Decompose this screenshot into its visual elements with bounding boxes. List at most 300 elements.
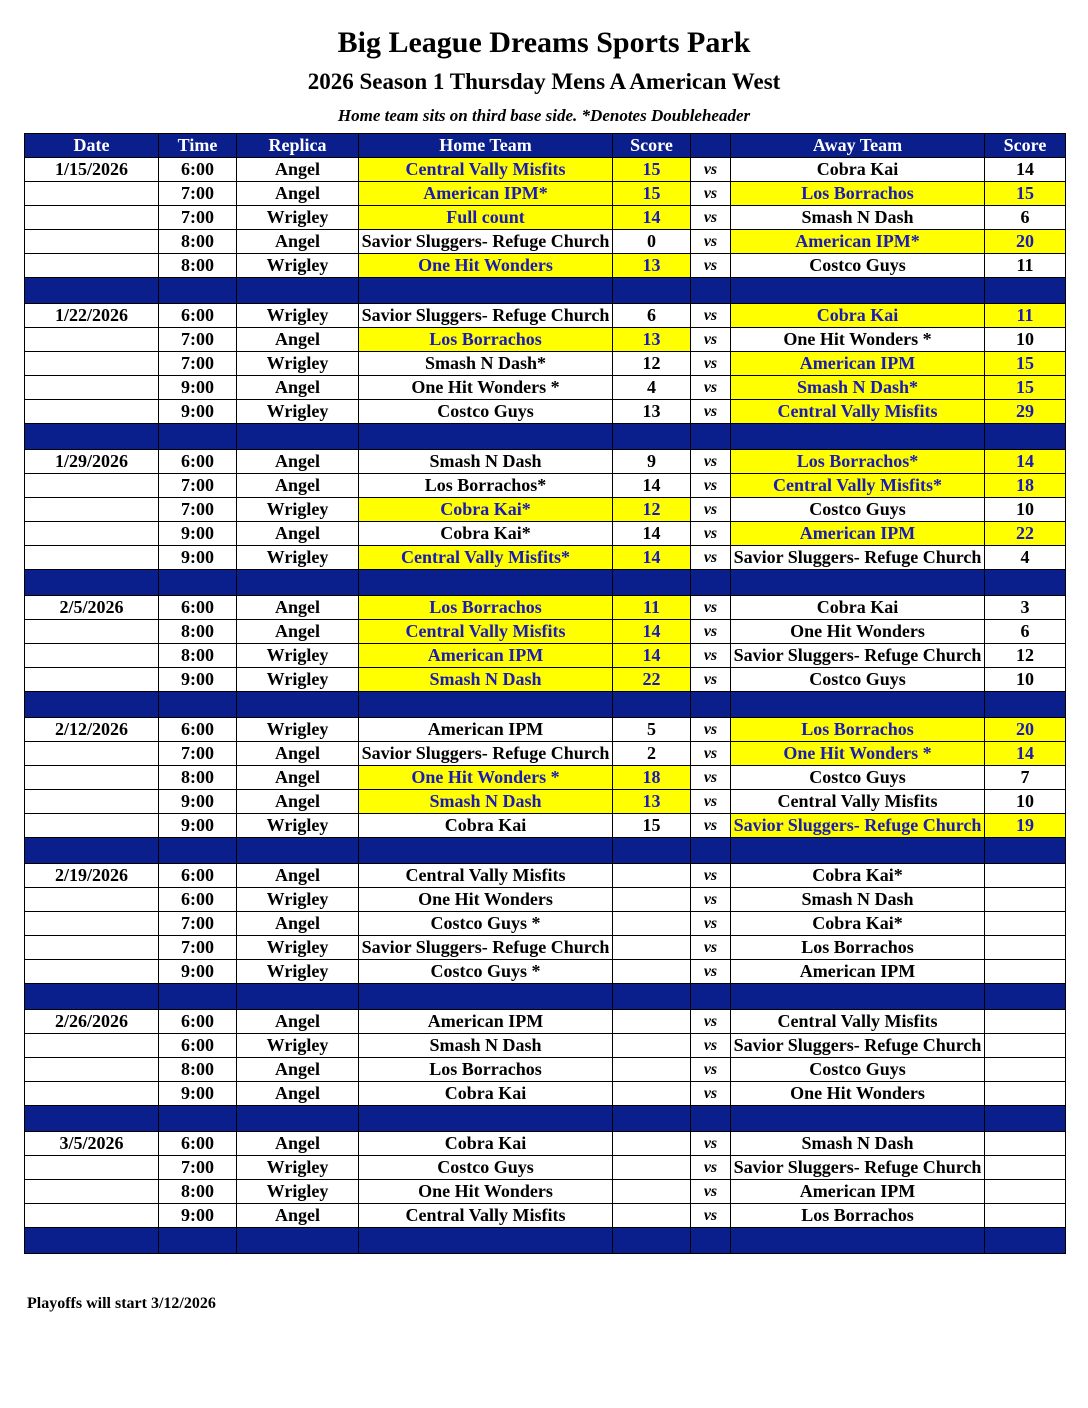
home-score-cell: 2 xyxy=(613,742,691,766)
table-row xyxy=(25,230,1066,254)
replica-cell: Wrigley xyxy=(237,936,359,960)
time-cell: 8:00 xyxy=(159,644,237,668)
playoffs-note: Playoffs will start 3/12/2026 xyxy=(27,1295,216,1312)
vs-cell: vs xyxy=(691,450,731,474)
time-cell: 7:00 xyxy=(159,474,237,498)
table-row xyxy=(25,328,1066,352)
away-score-cell: 7 xyxy=(985,766,1066,790)
separator-cell xyxy=(359,278,613,304)
date-cell xyxy=(25,742,159,766)
vs-cell: vs xyxy=(691,182,731,206)
separator-cell xyxy=(159,570,237,596)
replica-cell: Angel xyxy=(237,450,359,474)
home-team-cell: One Hit Wonders xyxy=(359,1180,613,1204)
table-row xyxy=(25,182,1066,206)
table-row xyxy=(25,158,1066,182)
home-score-cell: 12 xyxy=(613,498,691,522)
away-score-cell: 14 xyxy=(985,158,1066,182)
table-row xyxy=(25,1132,1066,1156)
date-cell xyxy=(25,1180,159,1204)
separator-cell xyxy=(25,838,159,864)
table-row xyxy=(25,1010,1066,1034)
replica-cell: Wrigley xyxy=(237,304,359,328)
time-cell: 9:00 xyxy=(159,1082,237,1106)
away-team-cell: Savior Sluggers- Refuge Church xyxy=(731,1034,985,1058)
home-score-cell: 18 xyxy=(613,766,691,790)
date-cell xyxy=(25,888,159,912)
away-team-cell: Smash N Dash xyxy=(731,206,985,230)
home-team-cell: One Hit Wonders xyxy=(359,888,613,912)
week-separator-row xyxy=(25,984,1066,1010)
column-header: Score xyxy=(613,134,691,158)
separator-cell xyxy=(159,424,237,450)
table-row xyxy=(25,450,1066,474)
replica-cell: Angel xyxy=(237,864,359,888)
time-cell: 8:00 xyxy=(159,766,237,790)
home-score-cell: 12 xyxy=(613,352,691,376)
vs-cell: vs xyxy=(691,546,731,570)
home-score-cell xyxy=(613,1132,691,1156)
vs-cell: vs xyxy=(691,936,731,960)
time-cell: 7:00 xyxy=(159,328,237,352)
time-cell: 7:00 xyxy=(159,498,237,522)
separator-cell xyxy=(237,1106,359,1132)
away-score-cell: 10 xyxy=(985,328,1066,352)
time-cell: 6:00 xyxy=(159,718,237,742)
vs-cell: vs xyxy=(691,790,731,814)
vs-cell: vs xyxy=(691,766,731,790)
replica-cell: Angel xyxy=(237,158,359,182)
separator-cell xyxy=(359,1106,613,1132)
time-cell: 7:00 xyxy=(159,912,237,936)
replica-cell: Angel xyxy=(237,596,359,620)
time-cell: 6:00 xyxy=(159,158,237,182)
home-score-cell: 15 xyxy=(613,182,691,206)
table-row xyxy=(25,522,1066,546)
home-score-cell: 22 xyxy=(613,668,691,692)
separator-cell xyxy=(731,278,985,304)
date-cell xyxy=(25,352,159,376)
separator-cell xyxy=(359,838,613,864)
time-cell: 7:00 xyxy=(159,1156,237,1180)
home-team-cell: Savior Sluggers- Refuge Church xyxy=(359,742,613,766)
separator-cell xyxy=(613,278,691,304)
home-team-cell: Smash N Dash* xyxy=(359,352,613,376)
home-score-cell xyxy=(613,1180,691,1204)
away-team-cell: Costco Guys xyxy=(731,668,985,692)
vs-cell: vs xyxy=(691,328,731,352)
separator-cell xyxy=(691,838,731,864)
away-score-cell: 14 xyxy=(985,450,1066,474)
time-cell: 6:00 xyxy=(159,450,237,474)
away-team-cell: American IPM xyxy=(731,352,985,376)
date-cell xyxy=(25,668,159,692)
separator-cell xyxy=(613,1106,691,1132)
separator-cell xyxy=(237,278,359,304)
time-cell: 8:00 xyxy=(159,1180,237,1204)
vs-cell: vs xyxy=(691,498,731,522)
home-score-cell: 15 xyxy=(613,158,691,182)
home-score-cell xyxy=(613,936,691,960)
vs-cell: vs xyxy=(691,230,731,254)
separator-cell xyxy=(159,278,237,304)
vs-cell: vs xyxy=(691,596,731,620)
away-score-cell xyxy=(985,1010,1066,1034)
home-team-cell: Cobra Kai xyxy=(359,1082,613,1106)
vs-cell: vs xyxy=(691,1156,731,1180)
date-cell xyxy=(25,182,159,206)
separator-cell xyxy=(159,1228,237,1254)
time-cell: 6:00 xyxy=(159,1010,237,1034)
away-team-cell: Cobra Kai xyxy=(731,304,985,328)
date-cell xyxy=(25,766,159,790)
home-score-cell: 14 xyxy=(613,620,691,644)
table-row xyxy=(25,620,1066,644)
replica-cell: Wrigley xyxy=(237,1034,359,1058)
vs-cell: vs xyxy=(691,620,731,644)
date-cell: 1/29/2026 xyxy=(25,450,159,474)
home-team-cell: Cobra Kai* xyxy=(359,498,613,522)
vs-cell: vs xyxy=(691,254,731,278)
home-score-cell: 13 xyxy=(613,790,691,814)
away-score-cell: 12 xyxy=(985,644,1066,668)
away-score-cell: 10 xyxy=(985,790,1066,814)
vs-cell: vs xyxy=(691,158,731,182)
home-team-cell: Los Borrachos xyxy=(359,328,613,352)
replica-cell: Wrigley xyxy=(237,1156,359,1180)
time-cell: 8:00 xyxy=(159,254,237,278)
column-header: Away Team xyxy=(731,134,985,158)
separator-cell xyxy=(25,1106,159,1132)
table-row xyxy=(25,864,1066,888)
away-team-cell: Cobra Kai* xyxy=(731,912,985,936)
home-team-cell: Central Vally Misfits* xyxy=(359,546,613,570)
date-cell xyxy=(25,230,159,254)
vs-cell: vs xyxy=(691,718,731,742)
table-row xyxy=(25,814,1066,838)
away-team-cell: Smash N Dash xyxy=(731,888,985,912)
table-row xyxy=(25,888,1066,912)
table-row xyxy=(25,376,1066,400)
home-team-cell: Central Vally Misfits xyxy=(359,620,613,644)
date-cell xyxy=(25,814,159,838)
home-team-cell: One Hit Wonders * xyxy=(359,376,613,400)
time-cell: 9:00 xyxy=(159,790,237,814)
away-team-cell: Los Borrachos xyxy=(731,182,985,206)
time-cell: 6:00 xyxy=(159,1034,237,1058)
away-score-cell: 20 xyxy=(985,718,1066,742)
vs-cell: vs xyxy=(691,1058,731,1082)
table-row xyxy=(25,960,1066,984)
time-cell: 8:00 xyxy=(159,620,237,644)
away-score-cell xyxy=(985,1034,1066,1058)
separator-cell xyxy=(613,838,691,864)
away-team-cell: One Hit Wonders * xyxy=(731,328,985,352)
away-score-cell: 20 xyxy=(985,230,1066,254)
separator-cell xyxy=(985,1106,1066,1132)
time-cell: 7:00 xyxy=(159,936,237,960)
table-row xyxy=(25,304,1066,328)
away-score-cell xyxy=(985,912,1066,936)
header-note: Home team sits on third base side. *Denotes Doubleheader xyxy=(337,106,751,125)
date-cell xyxy=(25,912,159,936)
replica-cell: Wrigley xyxy=(237,1180,359,1204)
table-row xyxy=(25,596,1066,620)
replica-cell: Angel xyxy=(237,790,359,814)
time-cell: 9:00 xyxy=(159,546,237,570)
away-team-cell: American IPM xyxy=(731,522,985,546)
separator-cell xyxy=(691,424,731,450)
table-header-row xyxy=(25,134,1066,158)
away-score-cell xyxy=(985,1204,1066,1228)
replica-cell: Angel xyxy=(237,742,359,766)
away-score-cell xyxy=(985,1082,1066,1106)
home-score-cell: 14 xyxy=(613,206,691,230)
replica-cell: Angel xyxy=(237,522,359,546)
separator-cell xyxy=(985,278,1066,304)
away-score-cell xyxy=(985,1058,1066,1082)
separator-cell xyxy=(159,838,237,864)
column-header: Score xyxy=(985,134,1066,158)
separator-cell xyxy=(25,278,159,304)
vs-cell: vs xyxy=(691,522,731,546)
separator-cell xyxy=(691,1228,731,1254)
away-score-cell: 29 xyxy=(985,400,1066,424)
date-cell xyxy=(25,1034,159,1058)
replica-cell: Wrigley xyxy=(237,352,359,376)
away-team-cell: American IPM xyxy=(731,960,985,984)
replica-cell: Wrigley xyxy=(237,546,359,570)
away-team-cell: Cobra Kai* xyxy=(731,864,985,888)
separator-cell xyxy=(237,984,359,1010)
column-header xyxy=(691,134,731,158)
date-cell: 2/12/2026 xyxy=(25,718,159,742)
separator-cell xyxy=(691,1106,731,1132)
home-score-cell: 4 xyxy=(613,376,691,400)
vs-cell: vs xyxy=(691,1082,731,1106)
table-row xyxy=(25,254,1066,278)
date-cell xyxy=(25,546,159,570)
away-score-cell xyxy=(985,864,1066,888)
date-cell xyxy=(25,254,159,278)
time-cell: 9:00 xyxy=(159,522,237,546)
time-cell: 9:00 xyxy=(159,400,237,424)
away-score-cell: 18 xyxy=(985,474,1066,498)
week-separator-row xyxy=(25,838,1066,864)
away-team-cell: One Hit Wonders * xyxy=(731,742,985,766)
separator-cell xyxy=(237,692,359,718)
separator-cell xyxy=(985,838,1066,864)
separator-cell xyxy=(691,984,731,1010)
date-cell xyxy=(25,1058,159,1082)
date-cell: 1/15/2026 xyxy=(25,158,159,182)
time-cell: 6:00 xyxy=(159,1132,237,1156)
separator-cell xyxy=(359,1228,613,1254)
home-team-cell: Central Vally Misfits xyxy=(359,1204,613,1228)
separator-cell xyxy=(359,692,613,718)
separator-cell xyxy=(613,424,691,450)
separator-cell xyxy=(237,570,359,596)
separator-cell xyxy=(25,692,159,718)
table-row xyxy=(25,1082,1066,1106)
away-team-cell: American IPM* xyxy=(731,230,985,254)
table-row xyxy=(25,206,1066,230)
away-team-cell: Costco Guys xyxy=(731,766,985,790)
replica-cell: Angel xyxy=(237,1010,359,1034)
home-team-cell: Full count xyxy=(359,206,613,230)
vs-cell: vs xyxy=(691,644,731,668)
table-row xyxy=(25,936,1066,960)
date-cell xyxy=(25,1156,159,1180)
vs-cell: vs xyxy=(691,1034,731,1058)
date-cell xyxy=(25,790,159,814)
separator-cell xyxy=(985,424,1066,450)
separator-cell xyxy=(359,570,613,596)
separator-cell xyxy=(237,424,359,450)
home-score-cell xyxy=(613,1058,691,1082)
date-cell xyxy=(25,644,159,668)
home-team-cell: Savior Sluggers- Refuge Church xyxy=(359,230,613,254)
home-score-cell: 11 xyxy=(613,596,691,620)
away-team-cell: Cobra Kai xyxy=(731,158,985,182)
away-team-cell: Smash N Dash* xyxy=(731,376,985,400)
replica-cell: Angel xyxy=(237,766,359,790)
separator-cell xyxy=(985,984,1066,1010)
time-cell: 7:00 xyxy=(159,352,237,376)
table-row xyxy=(25,718,1066,742)
table-row xyxy=(25,766,1066,790)
away-score-cell: 10 xyxy=(985,668,1066,692)
time-cell: 8:00 xyxy=(159,1058,237,1082)
separator-cell xyxy=(159,984,237,1010)
time-cell: 7:00 xyxy=(159,206,237,230)
page-subtitle: 2026 Season 1 Thursday Mens A American West xyxy=(307,69,781,94)
home-team-cell: Smash N Dash xyxy=(359,790,613,814)
away-score-cell: 6 xyxy=(985,206,1066,230)
home-score-cell: 13 xyxy=(613,328,691,352)
home-team-cell: Smash N Dash xyxy=(359,450,613,474)
home-team-cell: Costco Guys xyxy=(359,400,613,424)
home-team-cell: Smash N Dash xyxy=(359,1034,613,1058)
separator-cell xyxy=(237,1228,359,1254)
vs-cell: vs xyxy=(691,474,731,498)
home-team-cell: Costco Guys xyxy=(359,1156,613,1180)
date-cell: 2/5/2026 xyxy=(25,596,159,620)
vs-cell: vs xyxy=(691,668,731,692)
week-separator-row xyxy=(25,570,1066,596)
separator-cell xyxy=(985,570,1066,596)
away-team-cell: Central Vally Misfits xyxy=(731,400,985,424)
week-separator-row xyxy=(25,1228,1066,1254)
separator-cell xyxy=(359,424,613,450)
separator-cell xyxy=(731,1228,985,1254)
home-team-cell: Los Borrachos xyxy=(359,596,613,620)
home-score-cell: 15 xyxy=(613,814,691,838)
home-score-cell xyxy=(613,1156,691,1180)
time-cell: 6:00 xyxy=(159,596,237,620)
vs-cell: vs xyxy=(691,352,731,376)
replica-cell: Angel xyxy=(237,376,359,400)
vs-cell: vs xyxy=(691,960,731,984)
column-header: Replica xyxy=(237,134,359,158)
time-cell: 8:00 xyxy=(159,230,237,254)
home-score-cell: 14 xyxy=(613,522,691,546)
date-cell: 1/22/2026 xyxy=(25,304,159,328)
date-cell xyxy=(25,474,159,498)
schedule-table xyxy=(24,133,1066,1254)
table-row xyxy=(25,742,1066,766)
date-cell xyxy=(25,206,159,230)
date-cell xyxy=(25,620,159,644)
home-team-cell: Savior Sluggers- Refuge Church xyxy=(359,304,613,328)
separator-cell xyxy=(613,1228,691,1254)
separator-cell xyxy=(25,1228,159,1254)
time-cell: 9:00 xyxy=(159,668,237,692)
table-row xyxy=(25,644,1066,668)
replica-cell: Angel xyxy=(237,620,359,644)
home-team-cell: Smash N Dash xyxy=(359,668,613,692)
home-score-cell xyxy=(613,960,691,984)
away-team-cell: Los Borrachos xyxy=(731,936,985,960)
schedule-body xyxy=(25,158,1066,1254)
away-score-cell xyxy=(985,1180,1066,1204)
replica-cell: Angel xyxy=(237,1058,359,1082)
vs-cell: vs xyxy=(691,814,731,838)
date-cell xyxy=(25,376,159,400)
time-cell: 9:00 xyxy=(159,960,237,984)
table-row xyxy=(25,400,1066,424)
away-score-cell: 19 xyxy=(985,814,1066,838)
home-team-cell: American IPM xyxy=(359,644,613,668)
home-score-cell xyxy=(613,1034,691,1058)
home-team-cell: Central Vally Misfits xyxy=(359,158,613,182)
away-score-cell: 22 xyxy=(985,522,1066,546)
date-cell: 2/26/2026 xyxy=(25,1010,159,1034)
away-team-cell: One Hit Wonders xyxy=(731,620,985,644)
away-team-cell: Savior Sluggers- Refuge Church xyxy=(731,546,985,570)
replica-cell: Wrigley xyxy=(237,814,359,838)
time-cell: 7:00 xyxy=(159,182,237,206)
replica-cell: Wrigley xyxy=(237,888,359,912)
replica-cell: Wrigley xyxy=(237,400,359,424)
time-cell: 9:00 xyxy=(159,814,237,838)
away-score-cell: 11 xyxy=(985,254,1066,278)
away-team-cell: Los Borrachos* xyxy=(731,450,985,474)
away-team-cell: American IPM xyxy=(731,1180,985,1204)
home-score-cell xyxy=(613,1204,691,1228)
home-score-cell: 14 xyxy=(613,546,691,570)
vs-cell: vs xyxy=(691,742,731,766)
table-row xyxy=(25,1034,1066,1058)
vs-cell: vs xyxy=(691,1132,731,1156)
replica-cell: Angel xyxy=(237,1132,359,1156)
separator-cell xyxy=(731,984,985,1010)
time-cell: 7:00 xyxy=(159,742,237,766)
home-score-cell: 13 xyxy=(613,254,691,278)
separator-cell xyxy=(359,984,613,1010)
separator-cell xyxy=(731,570,985,596)
table-row xyxy=(25,546,1066,570)
week-separator-row xyxy=(25,1106,1066,1132)
week-separator-row xyxy=(25,278,1066,304)
date-cell: 3/5/2026 xyxy=(25,1132,159,1156)
date-cell xyxy=(25,522,159,546)
away-team-cell: Savior Sluggers- Refuge Church xyxy=(731,644,985,668)
date-cell xyxy=(25,328,159,352)
home-team-cell: American IPM xyxy=(359,1010,613,1034)
vs-cell: vs xyxy=(691,376,731,400)
away-team-cell: Smash N Dash xyxy=(731,1132,985,1156)
